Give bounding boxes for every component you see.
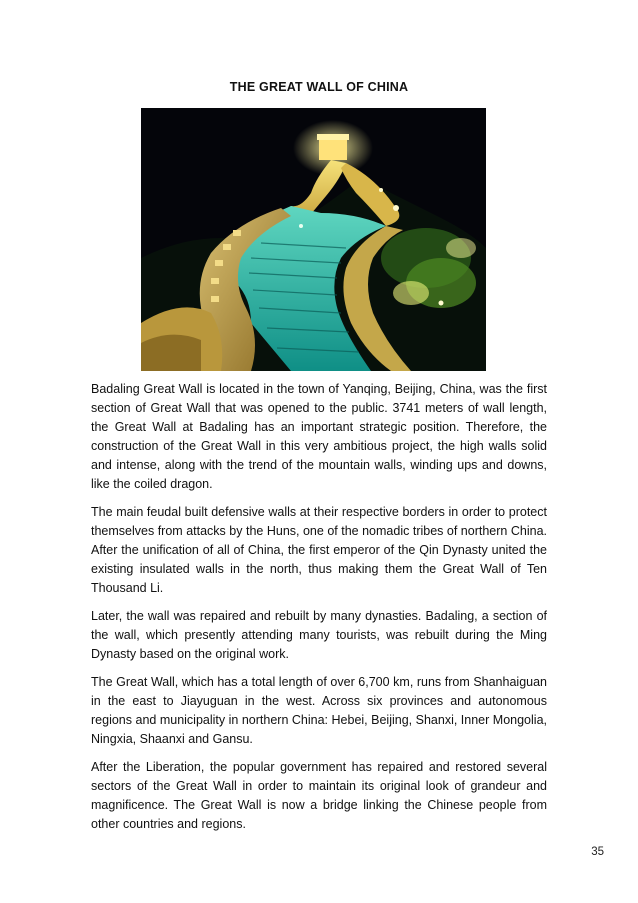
great-wall-photo	[141, 108, 486, 371]
paragraph-5: After the Liberation, the popular government has repaired and restored several sectors of the Great Wall in order to maintain its original look of grandeur and magnificence. The Great Wall is now a bridge linking the Chinese people from other countries and regions.	[91, 760, 547, 831]
paragraph-3: Later, the wall was repaired and rebuilt by many dynasties. Badaling, a section of the wall, which presently attending many tourists, was rebuilt during the Ming Dynasty based on the original work.	[91, 609, 547, 661]
paragraph-2: The main feudal built defensive walls at their respective borders in order to protect themselves from attacks by the Huns, one of the nomadic tribes of northern China. After the unification of all of China, the first emperor of the Qin Dynasty united the existing insulated walls in the north, thus making them the Great Wall of Ten Thousand Li.	[91, 505, 547, 595]
page-title: THE GREAT WALL OF CHINA	[229, 80, 409, 94]
paragraph-1: Badaling Great Wall is located in the town of Yanqing, Beijing, China, was the first section of Great Wall that was opened to the public. 3741 meters of wall length, the Great Wall at Badaling has an important strategic position. Therefore, the construction of the Great Wall in this very ambitious project, the high walls solid and intense, along with the trend of the mountain walls, winding ups and downs, like the coiled dragon.	[91, 382, 547, 491]
body-text	[91, 380, 547, 843]
paragraph-4: The Great Wall, which has a total length of over 6,700 km, runs from Shanhaiguan in the east to Jiayuguan in the west. Across six provinces and autonomous regions and municipality in northern China: Hebei, Beijing, Shanxi, Inner Mongolia, Ningxia, Shaanxi and Gansu.	[91, 675, 547, 746]
page-number: 35	[591, 846, 604, 858]
